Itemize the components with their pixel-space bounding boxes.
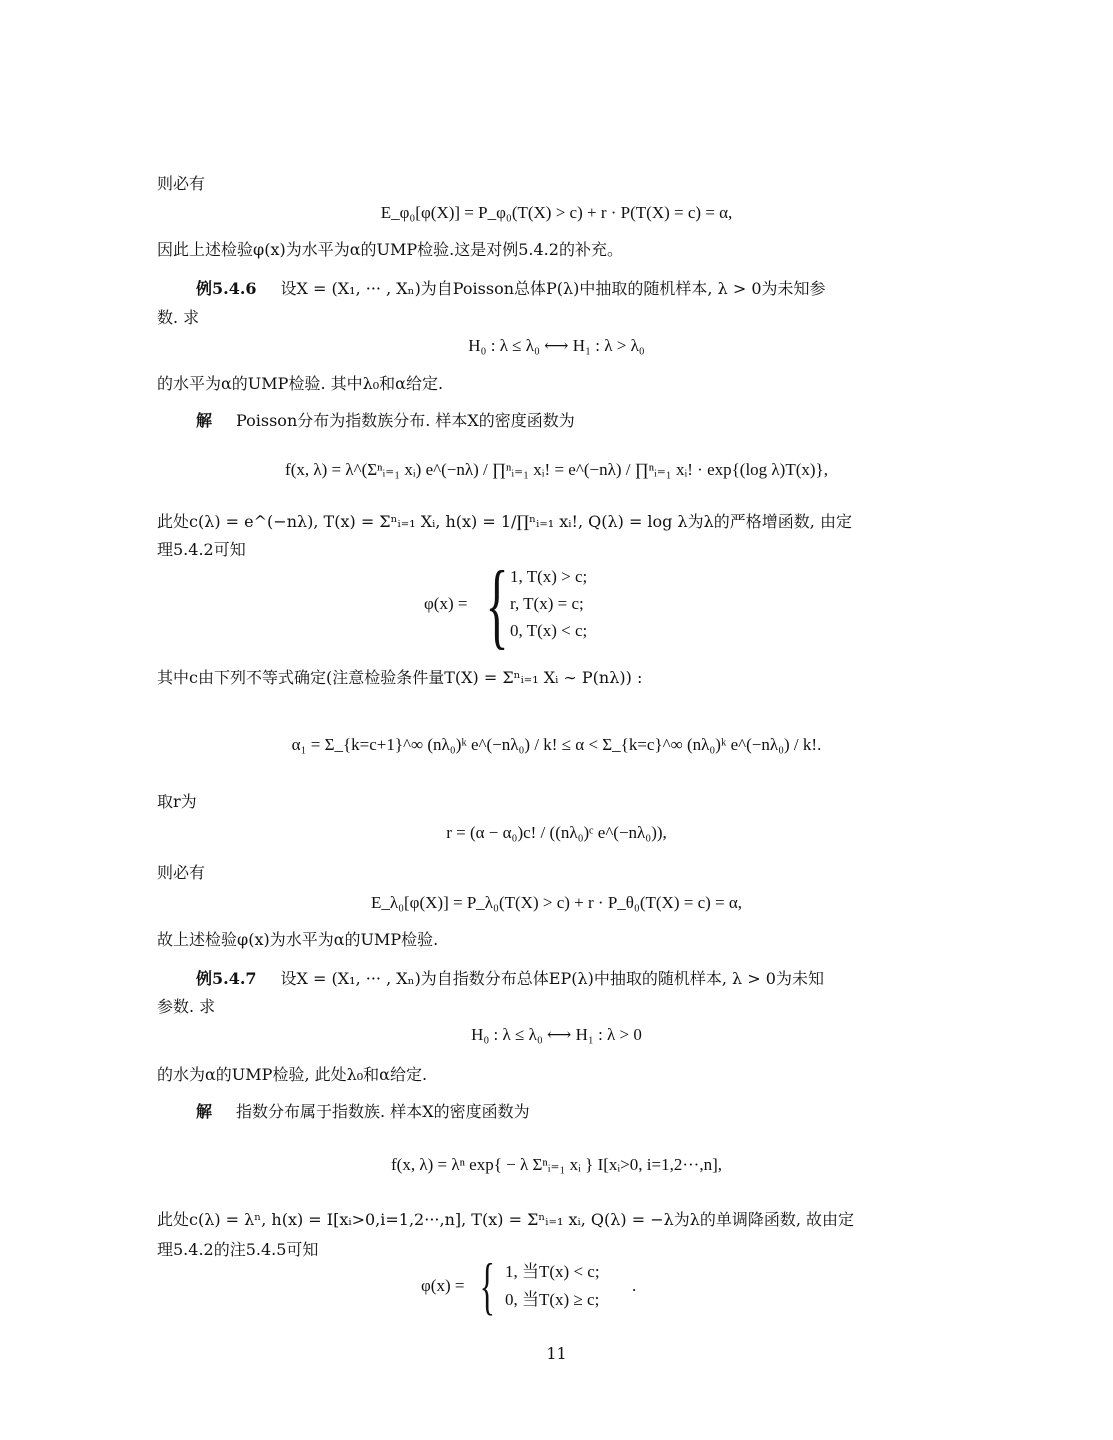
text-line: 取r为 [157,792,197,811]
equation: E_λ₀[φ(X)] = P_λ₀(T(X) > c) + r · P_θ₀(T(X) = c) = α, [370,893,743,912]
example-label: 例5.4.6 [196,279,257,298]
text-line: 参数. 求 [157,997,216,1016]
example-5-4-7 [196,968,824,990]
text-line: 则必有 [157,863,206,882]
solution-text: 指数分布属于指数族. 样本X的密度函数为 [236,1102,530,1121]
left-brace: { [479,1250,496,1321]
density-equation: f(x, λ) = λ^(Σⁿᵢ₌₁ xᵢ) e^(−nλ) / ∏ⁿᵢ₌₁ xᵢ! = e^(−nλ) / ∏ⁿᵢ₌₁ xᵢ! · exp{(log λ)T(x)}, [285,460,828,479]
piecewise-row: r, T(x) = c; [510,594,584,613]
example-label: 例5.4.7 [196,969,257,988]
piecewise-row: 1, 当T(x) < c; [505,1262,600,1281]
hypothesis-equation: H₀ : λ ≤ λ₀ ⟷ H₁ : λ > λ₀ [468,336,645,355]
text-line: 故上述检验φ(x)为水平为α的UMP检验. [157,930,439,949]
density-equation: f(x, λ) = λⁿ exp{ − λ Σⁿᵢ₌₁ xᵢ } I[xᵢ>0, i=1,2···,n], [391,1155,722,1174]
solution-1 [196,410,575,432]
piecewise-row: 0, 当T(x) ≥ c; [505,1290,600,1309]
example-text: 设X = (X₁, ··· , Xₙ)为自Poisson总体P(λ)中抽取的随机样本, λ > 0为未知参 [280,279,826,298]
text-line: 因此上述检验φ(x)为水平为α的UMP检验.这是对例5.4.2的补充。 [157,240,623,259]
left-brace: { [485,551,509,658]
equation: E_φ₀[φ(X)] = P_φ₀(T(X) > c) + r · P(T(X) = c) = α, [380,203,733,222]
solution-text: Poisson分布为指数族分布. 样本X的密度函数为 [236,411,575,430]
solution-label: 解 [196,411,213,430]
text-line: 此处c(λ) = e^(−nλ), T(x) = Σⁿᵢ₌₁ Xᵢ, h(x) = 1/∏ⁿᵢ₌₁ xᵢ!, Q(λ) = log λ为λ的严格增函数, 由定 [157,512,852,531]
alpha-inequality: α₁ = Σ_{k=c+1}^∞ (nλ₀)ᵏ e^(−nλ₀) / k! ≤ α < Σ_{k=c}^∞ (nλ₀)ᵏ e^(−nλ₀) / k!. [291,735,822,754]
solution-2 [196,1101,530,1123]
piecewise-lhs: φ(x) = [424,594,468,613]
piecewise-row: 0, T(x) < c; [510,621,588,640]
example-text: 设X = (X₁, ··· , Xₙ)为自指数分布总体EP(λ)中抽取的随机样本, λ > 0为未知 [280,969,824,988]
text-line: 则必有 [157,174,206,193]
solution-label: 解 [196,1102,213,1121]
example-5-4-6 [196,278,826,300]
text-line: 数. 求 [157,308,200,327]
r-equation: r = (α − α₀)c! / ((nλ₀)ᶜ e^(−nλ₀)), [446,823,667,842]
text-line: 的水为α的UMP检验, 此处λ₀和α给定. [157,1065,428,1084]
text-line: 理5.4.2的注5.4.5可知 [157,1240,319,1259]
text-line: 此处c(λ) = λⁿ, h(x) = I[xᵢ>0,i=1,2···,n], T(x) = Σⁿᵢ₌₁ xᵢ, Q(λ) = −λ为λ的单调降函数, 故由定 [157,1210,855,1229]
page-number: 11 [546,1344,567,1363]
text-line: 其中c由下列不等式确定(注意检验条件量T(X) = Σⁿᵢ₌₁ Xᵢ ∼ P(nλ)) : [157,668,643,687]
text-line: 理5.4.2可知 [157,540,246,559]
hypothesis-equation: H₀ : λ ≤ λ₀ ⟷ H₁ : λ > 0 [471,1025,642,1044]
piecewise-period: . [632,1276,637,1295]
text-line: 的水平为α的UMP检验. 其中λ₀和α给定. [157,374,444,393]
piecewise-row: 1, T(x) > c; [510,567,588,586]
piecewise-lhs: φ(x) = [421,1276,465,1295]
